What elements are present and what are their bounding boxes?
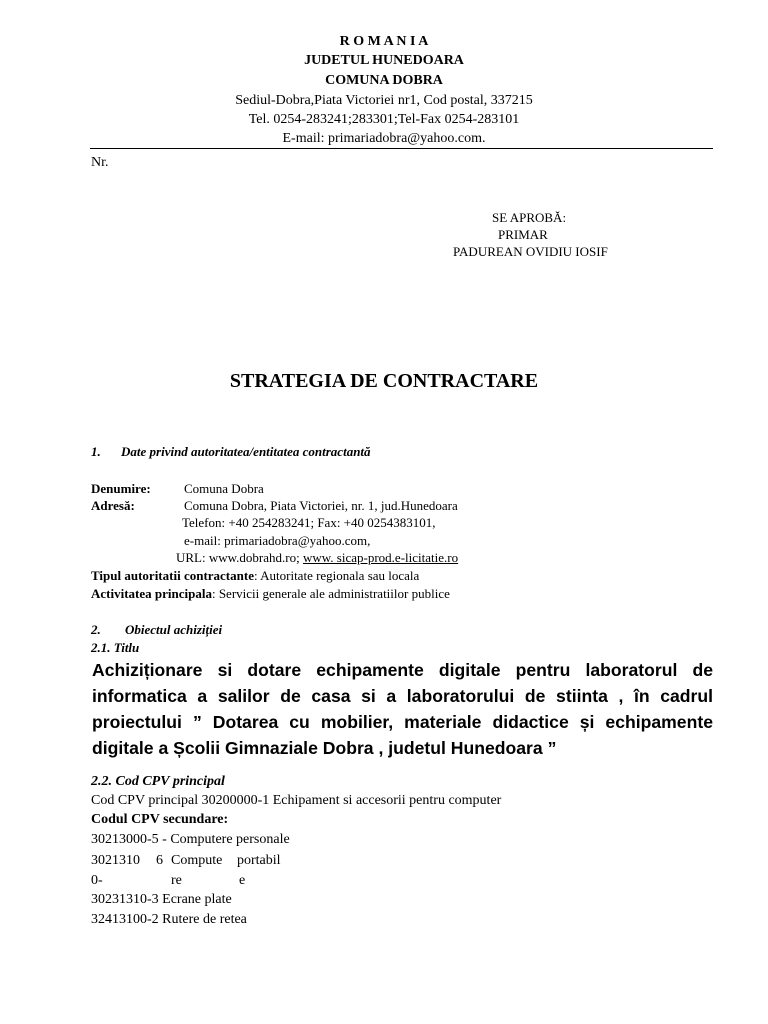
procurement-title-line: Achiziționare si dotare echipamente digitale pentru laboratorul de: [92, 660, 713, 680]
header-commune: COMUNA DOBRA: [325, 73, 443, 88]
cpv-item: 30213000-5 - Computere personale: [91, 832, 290, 847]
cpv-heading: 2.2. Cod CPV principal: [91, 774, 225, 789]
url-link[interactable]: www. sicap-prod.e-licitatie.ro: [302, 550, 459, 565]
cpv-item-fragment: e: [239, 873, 246, 888]
cpv-item-fragment: 6: [156, 853, 163, 868]
procurement-title-line: proiectului ” Dotarea cu mobilier, materiale didactice și echipamente: [92, 712, 713, 732]
title-subheading: 2.1. Titlu: [91, 640, 140, 655]
cpv-item-fragment: re: [171, 873, 182, 888]
doc-number-label: Nr.: [91, 155, 109, 170]
cpv-item: 32413100-2 Rutere de retea: [91, 912, 247, 927]
cpv-item: 30231310-3 Ecrane plate: [91, 892, 232, 907]
section2-heading: Obiectul achiziției: [125, 622, 223, 637]
authority-type-line: [91, 568, 419, 584]
header-divider: [90, 148, 713, 149]
main-activity-value: : Servicii generale ale administratiilor publice: [211, 586, 450, 601]
section1-heading: Date privind autoritatea/entitatea contractantă: [121, 444, 371, 459]
main-activity-line: [91, 586, 450, 602]
email-line: e-mail: primariadobra@yahoo.com,: [184, 533, 371, 548]
section2-number: 2.: [91, 622, 101, 637]
cpv-item-fragment: Compute: [171, 853, 223, 868]
approval-line2: PRIMAR: [498, 227, 548, 242]
procurement-title-line: digitale a Școlii Gimnaziale Dobra , judetul Hunedoara ”: [92, 738, 557, 758]
approval-line3: PADUREAN OVIDIU IOSIF: [453, 244, 608, 259]
name-value: Comuna Dobra: [184, 481, 264, 496]
address-value: Comuna Dobra, Piata Victoriei, nr. 1, jud.Hunedoara: [184, 498, 458, 513]
approval-line1: SE APROBĂ:: [492, 210, 567, 225]
cpv-secondary-label: Codul CPV secundare:: [91, 812, 229, 827]
cpv-item-fragment: 3021310: [91, 853, 140, 868]
name-label: Denumire:: [91, 481, 151, 496]
telephone-line: Telefon: +40 254283241; Fax: +40 0254383101,: [182, 515, 436, 530]
cpv-item-fragment: portabil: [237, 853, 281, 868]
header-phone: Tel. 0254-283241;283301;Tel-Fax 0254-283101: [248, 112, 520, 127]
header-email: E-mail: primariadobra@yahoo.com.: [282, 131, 486, 146]
authority-type-label: Tipul autoritatii contractante: [91, 568, 254, 583]
header-country: R O M A N I A: [339, 34, 429, 49]
main-activity-label: Activitatea principala: [91, 586, 212, 601]
authority-type-value: : Autoritate regionala sau locala: [253, 568, 420, 583]
header-county: JUDETUL HUNEDOARA: [304, 53, 464, 68]
page-title: STRATEGIA DE CONTRACTARE: [229, 370, 539, 392]
cpv-main: Cod CPV principal 30200000-1 Echipament si accesorii pentru computer: [91, 793, 502, 808]
cpv-item-fragment: 0-: [91, 873, 103, 888]
url-line: [176, 550, 458, 566]
address-label: Adresă:: [91, 498, 135, 513]
url-prefix: URL: www.dobrahd.ro;: [176, 550, 303, 565]
procurement-title-line: informatica a salilor de casa si a laboratorului de stiinta , în cadrul: [92, 686, 713, 706]
section1-number: 1.: [91, 444, 101, 459]
procurement-title: [92, 657, 713, 761]
header-seat: Sediul-Dobra,Piata Victoriei nr1, Cod postal, 337215: [235, 93, 533, 108]
